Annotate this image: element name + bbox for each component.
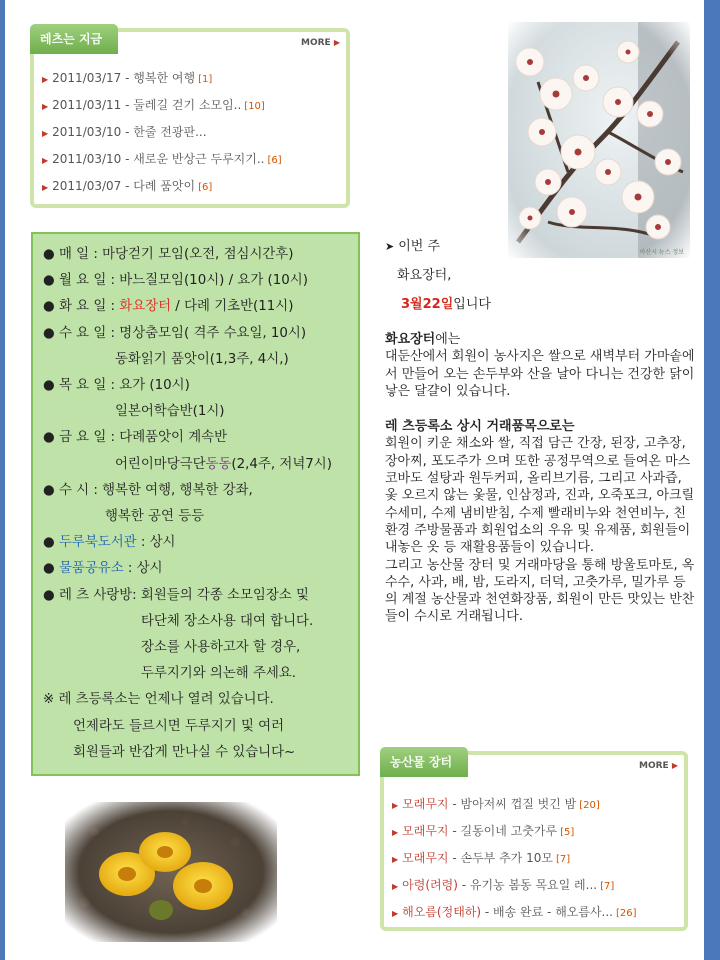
plum-blossom-photo	[508, 22, 690, 258]
schedule-thursday: ● 목 요 일 : 요가 (10시)	[43, 378, 190, 394]
post-title[interactable]: 다례 품앗이	[133, 179, 196, 193]
recent-post-item[interactable]: ▶ 2011/03/10 - 새로운 반상근 두루지기.. [6]	[42, 152, 282, 166]
post-date: 2011/03/11	[52, 98, 122, 112]
post-author: 모래무지	[402, 797, 449, 811]
farm-market-panel	[380, 751, 688, 931]
comment-count: [7]	[555, 854, 571, 865]
post-author: 해오름(정태하)	[402, 905, 482, 919]
page	[5, 0, 704, 960]
post-title[interactable]: 유기농 봄동 목요일 레...	[469, 878, 598, 892]
bullet-icon: ▶	[42, 183, 49, 192]
post-title[interactable]: 둘레길 걷기 소모임..	[133, 98, 242, 112]
post-date: 2011/03/17	[52, 71, 122, 85]
arrow-right-icon: ▶	[333, 38, 340, 47]
more-link[interactable]: MORE ▶	[639, 761, 678, 771]
schedule-room: ● 레 츠 사랑방: 회원들의 각종 소모임장소 및	[43, 587, 309, 603]
post-title[interactable]: 배송 완료 - 해오름사...	[493, 905, 614, 919]
comment-count: [26]	[616, 908, 637, 919]
comment-count: [1]	[198, 74, 213, 85]
post-author: 아령(려령)	[402, 878, 458, 892]
schedule-tuesday: ● 화 요 일 : 화요장터 / 다례 기초반(11시)	[43, 299, 294, 315]
comment-count: [20]	[579, 800, 600, 811]
bullet-icon: ▶	[392, 909, 399, 918]
bullet-icon: ▶	[42, 75, 49, 84]
post-date: 2011/03/10	[52, 152, 122, 166]
arrow-right-icon: ▶	[671, 761, 678, 770]
post-title[interactable]: 행복한 여행	[133, 71, 196, 85]
recent-posts-panel	[30, 28, 350, 208]
schedule-wednesday-2: 동화읽기 품앗이(1,3주, 4시,)	[115, 351, 289, 367]
recent-post-item[interactable]: ▶ 2011/03/10 - 한줄 전광판...	[42, 125, 207, 139]
schedule-room-3: 장소를 사용하고자 할 경우,	[141, 640, 301, 656]
bullet-icon: ▶	[42, 156, 49, 165]
dongdong-link[interactable]: 동동	[205, 456, 232, 472]
bullet-icon: ▶	[42, 102, 49, 111]
farm-market-list	[392, 791, 676, 926]
notice-line-3: 3월22일입니다	[401, 297, 491, 312]
post-title[interactable]: 손두부 추가 10모	[460, 851, 553, 865]
recent-post-item[interactable]: ▶ 2011/03/17 - 행복한 여행 [1]	[42, 71, 213, 85]
schedule-anytime: ● 수 시 : 행복한 여행, 행복한 강좌,	[43, 482, 253, 498]
bullet-icon: ▶	[42, 129, 49, 138]
market-post-item[interactable]: ▶ 모래무지 - 밤아저씨 껍질 벗긴 밤 [20]	[392, 797, 600, 811]
schedule-note: ※ 레 츠등록소는 언제나 열려 있습니다.	[43, 692, 274, 708]
farm-market-title: 농산물 장터	[380, 747, 468, 777]
comment-count: [6]	[267, 155, 282, 166]
arrow-right-icon: ➤	[385, 240, 395, 253]
photo-caption: 아산시 뉴스 정보	[639, 249, 684, 256]
bullet-icon: ▶	[392, 828, 399, 837]
schedule-wednesday: ● 수 요 일 : 명상춤모임( 격주 수요일, 10시)	[43, 325, 307, 341]
post-title[interactable]: 새로운 반상근 두루지기..	[133, 152, 265, 166]
sharing-link[interactable]: 물품공유소	[58, 561, 124, 577]
bullet-icon: ▶	[392, 855, 399, 864]
post-author: 모래무지	[402, 824, 449, 838]
tuesday-market-link[interactable]: 화요장터	[119, 299, 172, 315]
schedule-note-2: 언제라도 들르시면 두루지기 및 여러	[73, 718, 285, 734]
post-title[interactable]: 밤아저씨 껍질 벗긴 밤	[460, 797, 577, 811]
post-title[interactable]: 한줄 전광판...	[133, 125, 207, 139]
schedule-room-2: 타단체 장소사용 대여 합니다.	[141, 613, 314, 629]
post-date: 2011/03/07	[52, 179, 122, 193]
comment-count: [7]	[600, 881, 615, 892]
more-link[interactable]: MORE ▶	[301, 38, 340, 48]
notice-line-1: ➤ 이번 주	[385, 239, 441, 254]
recent-post-item[interactable]: ▶ 2011/03/07 - 다례 품앗이 [6]	[42, 179, 213, 193]
notice-line-2: 화요장터,	[397, 268, 452, 283]
market-notice	[385, 232, 695, 626]
market-post-item[interactable]: ▶ 모래무지 - 길동이네 고춧가루 [5]	[392, 824, 575, 838]
schedule-thursday-2: 일본어학습반(1시)	[115, 404, 225, 420]
post-date: 2011/03/10	[52, 125, 122, 139]
schedule-sharing: ● 물품공유소 : 상시	[43, 561, 163, 577]
notice-paragraph-1: 화요장터에는 대둔산에서 회원이 농사지은 쌀으로 새벽부터 가마솥에서 만들어 오는 손두부와 산을 날아 다니는 건강한 닭이 낳은 달걀이 있습니다.	[385, 332, 695, 399]
post-author: 모래무지	[402, 851, 449, 865]
market-post-item[interactable]: ▶ 모래무지 - 손두부 추가 10모 [7]	[392, 851, 571, 865]
notice-paragraph-3: 그리고 농산물 장터 및 거래마당을 통해 방울토마토, 옥수수, 사과, 배, 밤, 도라지, 더덕, 고춧가루, 밀가루 등의 계절 농산물과 천연화장품, 회원이 만든 맛있는 반찬들이 수시로 거래됩니다.	[385, 557, 695, 625]
post-title[interactable]: 길동이네 고춧가루	[460, 824, 558, 838]
comment-count: [6]	[198, 182, 213, 193]
recent-post-item[interactable]: ▶ 2011/03/11 - 둘레길 걷기 소모임.. [10]	[42, 98, 265, 112]
schedule-daily: ● 매 일 : 마당걷기 모임(오전, 점심시간후)	[43, 247, 294, 262]
library-link[interactable]: 두루북도서관	[58, 535, 137, 551]
schedule-friday-2: 어린이마당극단동동(2,4주, 저녁7시)	[115, 456, 332, 472]
schedule-library: ● 두루북도서관 : 상시	[43, 535, 176, 551]
bullet-icon: ▶	[392, 801, 399, 810]
weekly-schedule	[31, 232, 360, 776]
recent-posts-list	[42, 65, 338, 200]
comment-count: [10]	[244, 101, 265, 112]
recent-posts-title: 레츠는 지금	[30, 24, 118, 54]
market-post-item[interactable]: ▶ 해오름(정태하) - 배송 완료 - 해오름사... [26]	[392, 905, 637, 919]
market-date: 3월22일	[401, 297, 454, 312]
schedule-note-3: 회원들과 반갑게 만나실 수 있습니다~	[73, 744, 296, 760]
schedule-monday: ● 월 요 일 : 바느질모임(10시) / 요가 (10시)	[43, 273, 308, 289]
bullet-icon: ▶	[392, 882, 399, 891]
schedule-friday: ● 금 요 일 : 다례품앗이 계속반	[43, 430, 228, 446]
yellow-flower-photo	[65, 802, 277, 942]
comment-count: [5]	[560, 827, 575, 838]
market-post-item[interactable]: ▶ 아령(려령) - 유기농 봄동 목요일 레... [7]	[392, 878, 615, 892]
schedule-anytime-2: 행복한 공연 등등	[105, 509, 205, 525]
notice-paragraph-2: 레 츠등록소 상시 거래품목으로는 회원이 키운 채소와 쌀, 직접 담근 간장, 된장, 고추장, 장아찌, 포도주가 으며 또한 공정무역으로 들여온 마스코바도 설탕과 원두커피, 올리브기름, 그리고 사과즙, 옻 오르지 않는 옻물, 인삼정과, 진과, 오죽포크, 아크릴수세미, 수제 냄비받침, 수제 빨래비누와 천연비누, 친환경 주방물품과 회원업소의 우유 및 유제품, 회원들이 내놓은 옷 등 재활용품들이 있습니다.	[385, 419, 695, 556]
schedule-room-4: 두루지기와 의논해 주세요.	[141, 666, 297, 682]
